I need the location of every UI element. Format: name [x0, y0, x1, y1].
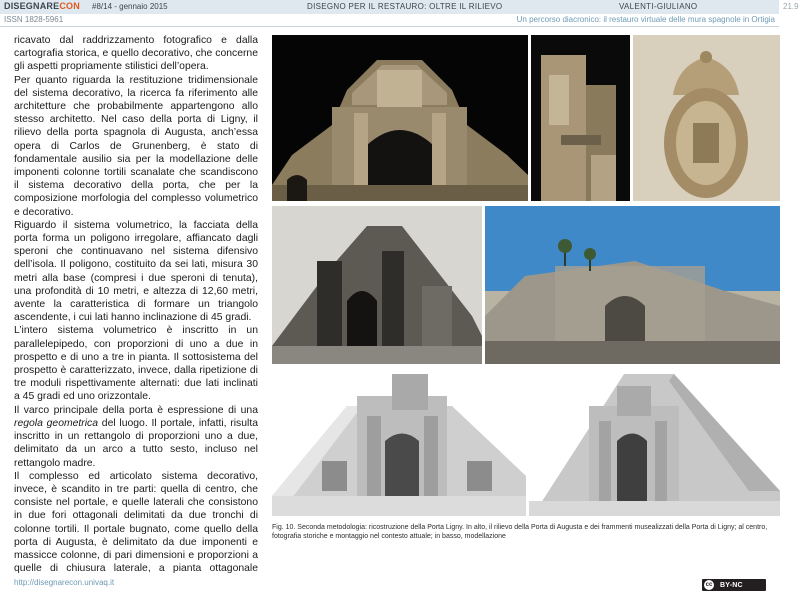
point-cloud-coat-of-arms [633, 35, 780, 201]
paragraph: Il varco principale della porta è espressione di una regola geometrica del luogo. Il portale, infatti, risulta inscritto in un rettangolo di proporzioni uno a due, delimitato da un arco a tutto sesto, incluso nel rettangolo madre. [14, 404, 258, 469]
paper-title: DISEGNO PER IL RESTAURO: OLTRE IL RILIEVO [307, 2, 503, 11]
journal-header-bar [0, 0, 779, 14]
issn-label: ISSN 1828-5961 [4, 15, 64, 24]
cc-license-badge[interactable] [702, 579, 766, 591]
photo-montage-current-context [485, 206, 780, 364]
3d-model-front-view [272, 366, 526, 516]
cc-icon: cc [705, 582, 713, 588]
license-label: BY-NC [720, 581, 743, 589]
paper-subtitle: Un percorso diacronico: il restauro virtuale delle mura spagnole in Ortigia [516, 15, 775, 24]
paragraph: L’intero sistema volumetrico è inscritto in un parallelepipedo, con proporzioni di uno a due in prospetto e di uno a tre in pianta. Il sottosistema del prospetto è caratterizzato, invece, dalla ripetizione di tre moduli rispettivamente alternati: due lati inclinati a 45 gradi ed uno orizzontale. [14, 325, 258, 403]
authors: VALENTI-GIULIANO [619, 2, 698, 11]
journal-url-link[interactable]: http://disegnarecon.univaq.it [14, 578, 115, 587]
issue-label: #8/14 - gennaio 2015 [92, 2, 168, 11]
journal-subheader [0, 14, 779, 27]
page-number: 21.9 [783, 2, 799, 11]
point-cloud-fragment-side [531, 35, 630, 201]
paragraph: ricavato dal raddrizzamento fotografico e dalla cartografia storica, e quello decorativo, che concerne gli aspetti propriamente stilistici dell’opera. [14, 35, 258, 73]
body-text-column [14, 34, 258, 574]
3d-model-angled-view [529, 366, 780, 516]
historical-photograph [272, 206, 482, 364]
point-cloud-porta-augusta [272, 35, 528, 201]
figure-caption: Fig. 10. Seconda metodologia: ricostruzione della Porta Ligny. In alto, il rilievo della Porta di Augusta e dei frammenti musealizzati della Porta di Ligny; al centro, fotografia storiche e montaggio nel contesto attuale; in basso, modellazione [272, 524, 768, 541]
paragraph: Riguardo il sistema volumetrico, la facciata della porta forma un poligono irregolare, affiancato dagli speroni che continuavano nel sistema difensivo dell’isola. Il poligono, costituito da sei lati, misura 30 metri alla base (compresi i due speroni di tenuta), una profondità di 10 metri, e altezza di 12,60 metri, avente la caratteristica di formare un triangolo ascendente, i cui lati hanno inclinazione di 45 gradi. [14, 219, 258, 324]
paragraph: Per quanto riguarda la restituzione tridimensionale del sistema decorativo, la ricerca fa riferimento alle architetture che probabilmente appartengono allo stesso architetto. Nel caso della porta di Ligny, il rilievo della porta spagnola di Augusta, anch’essa opera di Carlos de Grunenberg, è stato di fondamentale ausilio sia per la modellazione delle imponenti colonne tortili scanalate che scandiscono il sistema decorativo della porta, che per la composizione morfologia del complesso volumetrico e decorativo. [14, 74, 258, 218]
emphasis: regola geometrica [14, 417, 99, 429]
journal-logo[interactable]: DISEGNARECON [4, 1, 80, 11]
paragraph: Il complesso ed articolato sistema decorativo, invece, è scandito in tre parti: quella di centro, che consiste nel portale, e quelle laterali che consistono in due fori ottagonali delimitati da due tronchi di colonne tortili. Il portale bugnato, come quello della porta di Augusta, è delimitato da due imponenti e massicce colonne, di pari dimensioni e proporzioni a quelle di chiusura laterale, a pianta ottagonale [14, 470, 258, 574]
